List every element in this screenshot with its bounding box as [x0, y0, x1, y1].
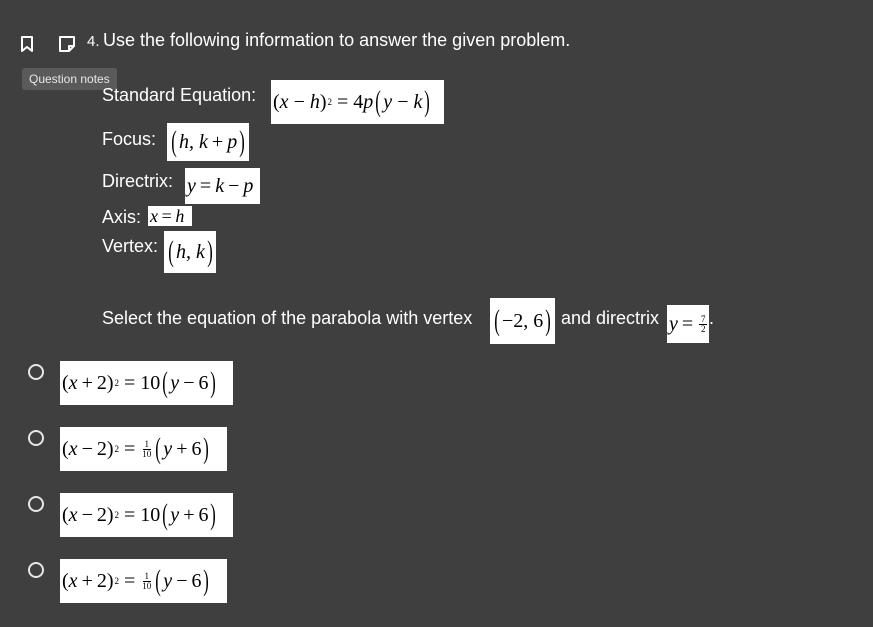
vertex-label: Vertex: [102, 236, 159, 256]
note-icon[interactable] [57, 34, 77, 54]
standard-equation-label: Standard Equation: [102, 85, 257, 105]
option-a-radio[interactable] [28, 364, 44, 380]
standard-equation-math: ( x − h ) 2 = 4 p ( y − k ) [271, 80, 444, 124]
option-c-math[interactable]: ( x − 2) 2 = 10 ( y + 6 ) [60, 493, 233, 537]
directrix-math: y = k − p [185, 168, 260, 204]
option-d-math[interactable]: ( x + 2) 2 = $\frac{1}{10}$ ( y − 6 ) [60, 559, 227, 603]
axis-label: Axis: [102, 207, 142, 227]
prompt-text-middle: and directrix [561, 308, 660, 328]
option-b-math[interactable]: ( x − 2) 2 = $\frac{1}{10}$ ( y + 6 ) [60, 427, 227, 471]
vertex-math: ( h, k ) [164, 231, 216, 273]
directrix-label: Directrix: [102, 171, 173, 191]
focus-math: ( h, k + p ) [167, 123, 249, 161]
question-number: 4. [87, 33, 100, 50]
prompt-text: Select the equation of the parabola with vertex [102, 308, 473, 328]
prompt-directrix-math: y = $\frac{7}{2}$ [667, 305, 709, 343]
prompt-period: . [709, 308, 715, 328]
axis-math: x = h [148, 206, 192, 226]
prompt-vertex-math: ( −2, 6 ) [490, 298, 555, 344]
question-notes-tooltip: Question notes [22, 68, 117, 90]
focus-label: Focus: [102, 129, 157, 149]
option-c-radio[interactable] [28, 496, 44, 512]
option-d-radio[interactable] [28, 562, 44, 578]
bookmark-icon[interactable] [17, 34, 37, 54]
option-b-radio[interactable] [28, 430, 44, 446]
option-a-math[interactable]: ( x + 2) 2 = 10 ( y − 6 ) [60, 361, 233, 405]
question-title: Use the following information to answer the given problem. [103, 30, 571, 50]
